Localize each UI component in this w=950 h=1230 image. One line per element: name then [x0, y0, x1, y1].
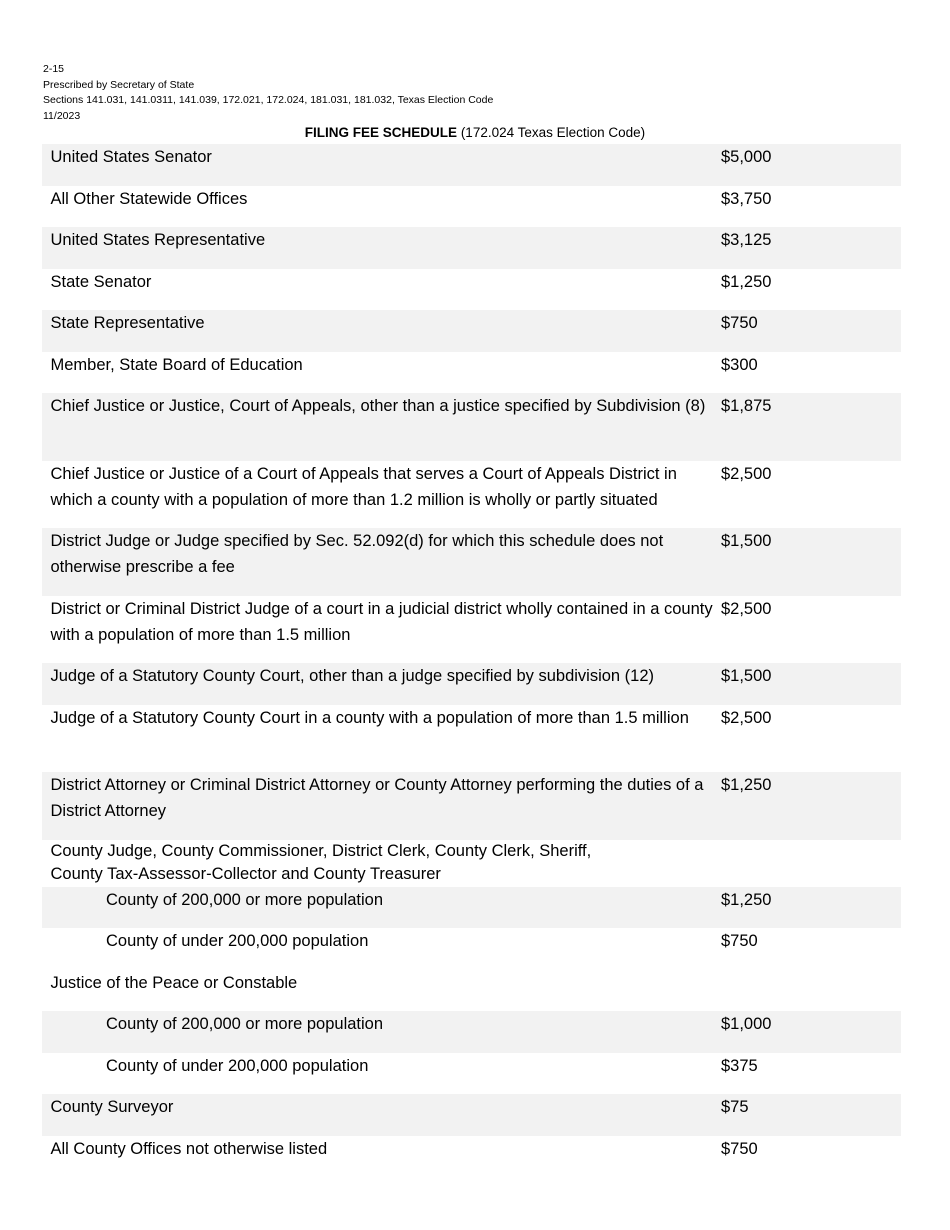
office-cell: District Judge or Judge specified by Sec. 52.092(d) for which this schedule does not otherwise prescribe a fee — [50, 532, 664, 576]
fee-cell: $2,500 — [721, 464, 772, 483]
filing-fee-table — [42, 144, 901, 1177]
county-officers-heading-line1: County Judge, County Commissioner, District Clerk, County Clerk, Sheriff, — [50, 841, 592, 860]
office-cell: County of under 200,000 population — [106, 1056, 369, 1075]
fee-cell: $375 — [721, 1056, 758, 1075]
statute-sections: Sections 141.031, 141.0311, 141.039, 172.021, 172.024, 181.031, 181.032, Texas Election Code — [43, 94, 494, 106]
table-row — [42, 1011, 901, 1053]
office-cell: Judge of a Statutory County Court in a county with a population of more than 1.5 million — [50, 708, 689, 727]
office-cell: County of under 200,000 population — [106, 932, 369, 950]
county-officers-heading — [42, 840, 713, 887]
justice-peace-heading: Justice of the Peace or Constable — [50, 973, 298, 992]
fee-cell: $1,250 — [721, 776, 772, 794]
fee-cell: $2,500 — [721, 708, 772, 727]
fee-cell: $1,500 — [721, 667, 772, 685]
table-row — [42, 596, 901, 664]
office-cell: Chief Justice or Justice, Court of Appeals, other than a justice specified by Subdivision (8) — [50, 397, 706, 415]
fee-cell: $1,500 — [721, 532, 772, 550]
office-cell: Chief Justice or Justice of a Court of Appeals that serves a Court of Appeals District in which a county with a population of more than 1.2 million is wholly or partly situated — [50, 464, 677, 509]
table-row — [42, 1136, 901, 1178]
table-row — [42, 269, 901, 311]
table-row — [42, 186, 901, 228]
fee-cell: $300 — [721, 355, 758, 374]
table-row — [42, 352, 901, 394]
form-number: 2-15 — [43, 63, 65, 75]
office-cell: District Attorney or Criminal District Attorney or County Attorney performing the duties of a District Attorney — [50, 776, 704, 820]
table-row — [42, 227, 901, 269]
table-row — [42, 928, 901, 970]
table-row — [42, 1094, 901, 1136]
group-heading-row — [42, 840, 901, 887]
office-cell: State Senator — [50, 272, 152, 291]
table-row — [42, 663, 901, 705]
table-row — [42, 310, 901, 352]
table-row — [42, 528, 901, 596]
table-row — [42, 705, 901, 773]
title-suffix: (172.024 Texas Election Code) — [457, 125, 646, 140]
fee-cell: $750 — [721, 314, 758, 332]
fee-cell — [713, 840, 901, 887]
office-cell: All Other Statewide Offices — [50, 189, 248, 208]
fee-cell: $1,250 — [721, 890, 772, 909]
fee-cell: $5,000 — [721, 148, 772, 166]
office-cell: Judge of a Statutory County Court, other than a judge specified by subdivision (12) — [50, 667, 655, 685]
office-cell: County of 200,000 or more population — [106, 1015, 384, 1033]
prescribed-by: Prescribed by Secretary of State — [43, 78, 195, 91]
title-bold: FILING FEE SCHEDULE — [304, 125, 458, 140]
table-row — [42, 1053, 901, 1095]
fee-cell: $750 — [721, 932, 758, 950]
fee-cell: $3,750 — [721, 189, 772, 208]
form-header — [43, 62, 493, 124]
office-cell: United States Representative — [50, 231, 266, 249]
office-cell: All County Offices not otherwise listed — [50, 1139, 328, 1158]
fee-cell: $1,000 — [721, 1015, 772, 1033]
office-cell: County Surveyor — [50, 1098, 174, 1116]
office-cell: United States Senator — [50, 148, 212, 166]
table-row — [42, 461, 901, 529]
fee-cell: $750 — [721, 1139, 758, 1158]
office-cell: County of 200,000 or more population — [106, 890, 384, 909]
fee-cell — [713, 970, 901, 1012]
table-row — [42, 393, 901, 461]
fee-cell: $2,500 — [721, 599, 772, 618]
group-heading-row — [42, 970, 901, 1012]
office-cell: Member, State Board of Education — [50, 355, 303, 374]
fee-cell: $3,125 — [721, 231, 772, 249]
table-row — [42, 772, 901, 840]
table-row — [42, 144, 901, 186]
table-row — [42, 887, 901, 929]
form-date: 11/2023 — [43, 109, 81, 122]
office-cell: State Representative — [50, 314, 205, 332]
fee-cell: $1,250 — [721, 272, 772, 291]
fee-cell: $1,875 — [721, 397, 772, 415]
fee-cell: $75 — [721, 1098, 749, 1116]
office-cell: District or Criminal District Judge of a court in a judicial district wholly contained in a county with a population of more than 1.5 million — [50, 599, 713, 644]
page-title — [0, 124, 950, 142]
county-officers-heading-line2: County Tax-Assessor-Collector and County Treasurer — [50, 864, 441, 883]
